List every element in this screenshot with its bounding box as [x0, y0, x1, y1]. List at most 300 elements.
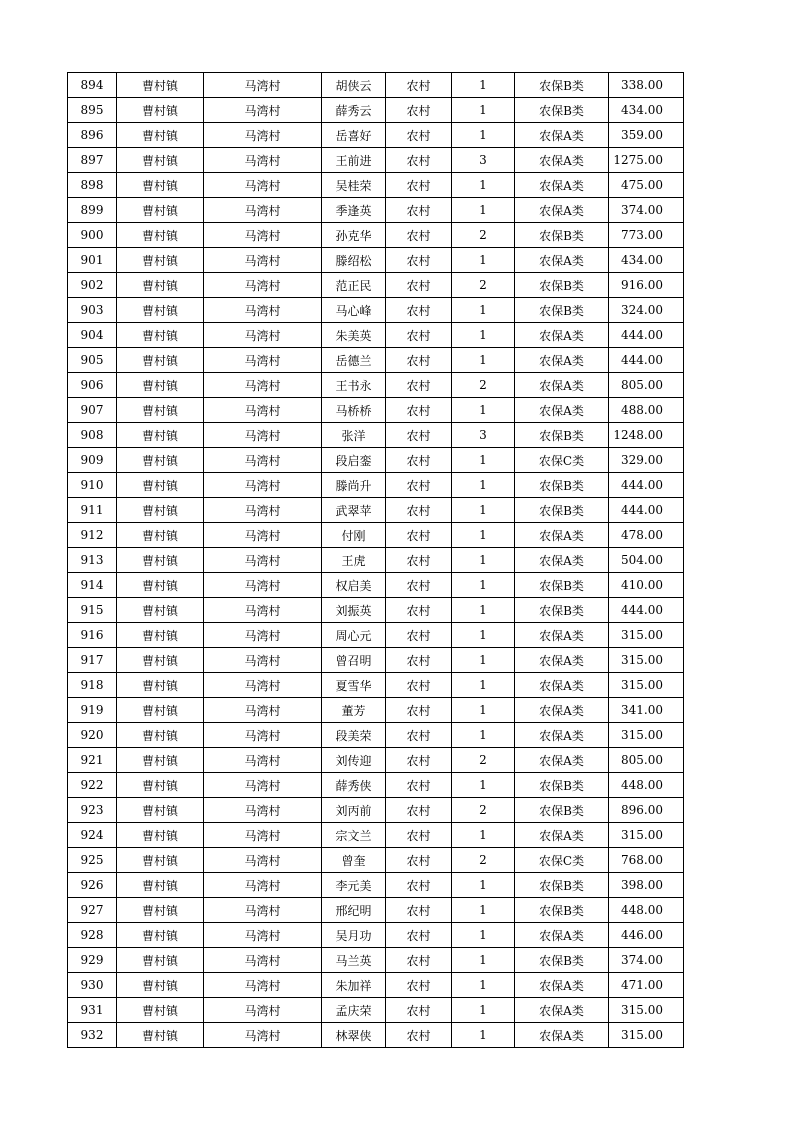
- person-name-cell: 武翠苹: [322, 498, 386, 523]
- amount-cell: 315.00: [609, 823, 684, 848]
- table-row: [68, 423, 684, 448]
- village-cell: 马湾村: [204, 223, 322, 248]
- town-cell: 曹村镇: [117, 173, 204, 198]
- row-number-cell: 928: [68, 923, 117, 948]
- person-name-cell: 吴桂荣: [322, 173, 386, 198]
- person-name-cell: 孙克华: [322, 223, 386, 248]
- row-number-cell: 909: [68, 448, 117, 473]
- household-type-cell: 农村: [386, 273, 452, 298]
- town-cell: 曹村镇: [117, 398, 204, 423]
- amount-cell: 475.00: [609, 173, 684, 198]
- table-row: [68, 148, 684, 173]
- row-number-cell: 908: [68, 423, 117, 448]
- table-row: [68, 398, 684, 423]
- village-cell: 马湾村: [204, 248, 322, 273]
- household-type-cell: 农村: [386, 398, 452, 423]
- amount-cell: 315.00: [609, 998, 684, 1023]
- amount-cell: 448.00: [609, 773, 684, 798]
- household-type-cell: 农村: [386, 723, 452, 748]
- amount-cell: 341.00: [609, 698, 684, 723]
- row-number-cell: 931: [68, 998, 117, 1023]
- person-name-cell: 付刚: [322, 523, 386, 548]
- household-type-cell: 农村: [386, 548, 452, 573]
- village-cell: 马湾村: [204, 773, 322, 798]
- household-type-cell: 农村: [386, 248, 452, 273]
- amount-cell: 805.00: [609, 748, 684, 773]
- amount-cell: 315.00: [609, 648, 684, 673]
- amount-cell: 444.00: [609, 498, 684, 523]
- amount-cell: 315.00: [609, 723, 684, 748]
- town-cell: 曹村镇: [117, 1023, 204, 1048]
- town-cell: 曹村镇: [117, 273, 204, 298]
- row-number-cell: 927: [68, 898, 117, 923]
- person-count-cell: 1: [452, 998, 515, 1023]
- category-cell: 农保A类: [515, 123, 609, 148]
- village-cell: 马湾村: [204, 623, 322, 648]
- category-cell: 农保A类: [515, 323, 609, 348]
- table-row: [68, 748, 684, 773]
- household-type-cell: 农村: [386, 848, 452, 873]
- table-row: [68, 248, 684, 273]
- table-row: [68, 498, 684, 523]
- table-row: [68, 673, 684, 698]
- village-cell: 马湾村: [204, 398, 322, 423]
- person-name-cell: 刘振英: [322, 598, 386, 623]
- person-count-cell: 1: [452, 723, 515, 748]
- category-cell: 农保C类: [515, 848, 609, 873]
- category-cell: 农保A类: [515, 973, 609, 998]
- category-cell: 农保A类: [515, 673, 609, 698]
- person-count-cell: 1: [452, 523, 515, 548]
- amount-cell: 398.00: [609, 873, 684, 898]
- household-type-cell: 农村: [386, 498, 452, 523]
- person-count-cell: 1: [452, 173, 515, 198]
- person-name-cell: 李元美: [322, 873, 386, 898]
- table-row: [68, 798, 684, 823]
- row-number-cell: 922: [68, 773, 117, 798]
- table-row: [68, 1023, 684, 1048]
- amount-cell: 504.00: [609, 548, 684, 573]
- amount-cell: 1275.00: [609, 148, 684, 173]
- household-type-cell: 农村: [386, 173, 452, 198]
- person-count-cell: 2: [452, 273, 515, 298]
- person-count-cell: 3: [452, 423, 515, 448]
- town-cell: 曹村镇: [117, 123, 204, 148]
- village-cell: 马湾村: [204, 323, 322, 348]
- category-cell: 农保B类: [515, 498, 609, 523]
- person-name-cell: 马兰英: [322, 948, 386, 973]
- household-type-cell: 农村: [386, 448, 452, 473]
- town-cell: 曹村镇: [117, 448, 204, 473]
- person-count-cell: 1: [452, 673, 515, 698]
- category-cell: 农保A类: [515, 648, 609, 673]
- amount-cell: 374.00: [609, 198, 684, 223]
- row-number-cell: 896: [68, 123, 117, 148]
- amount-cell: 444.00: [609, 323, 684, 348]
- person-count-cell: 1: [452, 573, 515, 598]
- household-type-cell: 农村: [386, 698, 452, 723]
- person-count-cell: 1: [452, 298, 515, 323]
- person-count-cell: 1: [452, 548, 515, 573]
- village-cell: 马湾村: [204, 298, 322, 323]
- village-cell: 马湾村: [204, 723, 322, 748]
- person-count-cell: 1: [452, 598, 515, 623]
- household-type-cell: 农村: [386, 923, 452, 948]
- category-cell: 农保A类: [515, 723, 609, 748]
- category-cell: 农保B类: [515, 98, 609, 123]
- table-row: [68, 523, 684, 548]
- amount-cell: 444.00: [609, 473, 684, 498]
- village-cell: 马湾村: [204, 498, 322, 523]
- amount-cell: 315.00: [609, 623, 684, 648]
- person-name-cell: 宗文兰: [322, 823, 386, 848]
- village-cell: 马湾村: [204, 848, 322, 873]
- category-cell: 农保B类: [515, 298, 609, 323]
- person-count-cell: 1: [452, 248, 515, 273]
- household-type-cell: 农村: [386, 73, 452, 98]
- household-type-cell: 农村: [386, 773, 452, 798]
- category-cell: 农保B类: [515, 598, 609, 623]
- row-number-cell: 895: [68, 98, 117, 123]
- town-cell: 曹村镇: [117, 973, 204, 998]
- person-count-cell: 1: [452, 623, 515, 648]
- household-type-cell: 农村: [386, 323, 452, 348]
- village-cell: 马湾村: [204, 548, 322, 573]
- amount-cell: 444.00: [609, 348, 684, 373]
- amount-cell: 324.00: [609, 298, 684, 323]
- town-cell: 曹村镇: [117, 898, 204, 923]
- person-count-cell: 1: [452, 823, 515, 848]
- town-cell: 曹村镇: [117, 198, 204, 223]
- person-name-cell: 季逢英: [322, 198, 386, 223]
- table-row: [68, 98, 684, 123]
- category-cell: 农保A类: [515, 823, 609, 848]
- amount-cell: 434.00: [609, 98, 684, 123]
- town-cell: 曹村镇: [117, 473, 204, 498]
- table-row: [68, 973, 684, 998]
- category-cell: 农保A类: [515, 148, 609, 173]
- amount-cell: 329.00: [609, 448, 684, 473]
- person-name-cell: 岳德兰: [322, 348, 386, 373]
- person-count-cell: 1: [452, 73, 515, 98]
- table-row: [68, 623, 684, 648]
- village-cell: 马湾村: [204, 123, 322, 148]
- row-number-cell: 910: [68, 473, 117, 498]
- person-name-cell: 周心元: [322, 623, 386, 648]
- row-number-cell: 923: [68, 798, 117, 823]
- row-number-cell: 902: [68, 273, 117, 298]
- household-type-cell: 农村: [386, 573, 452, 598]
- person-name-cell: 滕绍松: [322, 248, 386, 273]
- household-type-cell: 农村: [386, 998, 452, 1023]
- amount-cell: 488.00: [609, 398, 684, 423]
- town-cell: 曹村镇: [117, 423, 204, 448]
- category-cell: 农保A类: [515, 373, 609, 398]
- village-cell: 马湾村: [204, 948, 322, 973]
- person-count-cell: 2: [452, 373, 515, 398]
- person-name-cell: 范正民: [322, 273, 386, 298]
- row-number-cell: 916: [68, 623, 117, 648]
- row-number-cell: 903: [68, 298, 117, 323]
- village-cell: 马湾村: [204, 148, 322, 173]
- person-name-cell: 王前进: [322, 148, 386, 173]
- table-row: [68, 823, 684, 848]
- household-type-cell: 农村: [386, 798, 452, 823]
- person-count-cell: 1: [452, 873, 515, 898]
- table-row: [68, 273, 684, 298]
- amount-cell: 410.00: [609, 573, 684, 598]
- category-cell: 农保A类: [515, 348, 609, 373]
- town-cell: 曹村镇: [117, 698, 204, 723]
- village-cell: 马湾村: [204, 423, 322, 448]
- row-number-cell: 907: [68, 398, 117, 423]
- amount-cell: 773.00: [609, 223, 684, 248]
- town-cell: 曹村镇: [117, 623, 204, 648]
- table-body: [68, 73, 684, 1048]
- village-cell: 马湾村: [204, 523, 322, 548]
- person-count-cell: 3: [452, 148, 515, 173]
- household-type-cell: 农村: [386, 948, 452, 973]
- town-cell: 曹村镇: [117, 823, 204, 848]
- category-cell: 农保A类: [515, 1023, 609, 1048]
- row-number-cell: 930: [68, 973, 117, 998]
- person-name-cell: 董芳: [322, 698, 386, 723]
- category-cell: 农保B类: [515, 948, 609, 973]
- village-cell: 马湾村: [204, 748, 322, 773]
- amount-cell: 448.00: [609, 898, 684, 923]
- person-name-cell: 薛秀云: [322, 98, 386, 123]
- person-name-cell: 孟庆荣: [322, 998, 386, 1023]
- person-count-cell: 1: [452, 898, 515, 923]
- table-row: [68, 598, 684, 623]
- row-number-cell: 897: [68, 148, 117, 173]
- person-count-cell: 2: [452, 748, 515, 773]
- table-row: [68, 848, 684, 873]
- village-cell: 马湾村: [204, 98, 322, 123]
- amount-cell: 444.00: [609, 598, 684, 623]
- person-name-cell: 吴月功: [322, 923, 386, 948]
- village-cell: 马湾村: [204, 473, 322, 498]
- table-row: [68, 298, 684, 323]
- town-cell: 曹村镇: [117, 523, 204, 548]
- table-row: [68, 898, 684, 923]
- household-type-cell: 农村: [386, 898, 452, 923]
- table-row: [68, 773, 684, 798]
- village-cell: 马湾村: [204, 348, 322, 373]
- row-number-cell: 899: [68, 198, 117, 223]
- person-count-cell: 1: [452, 473, 515, 498]
- village-cell: 马湾村: [204, 798, 322, 823]
- household-type-cell: 农村: [386, 373, 452, 398]
- village-cell: 马湾村: [204, 598, 322, 623]
- town-cell: 曹村镇: [117, 798, 204, 823]
- amount-cell: 359.00: [609, 123, 684, 148]
- row-number-cell: 925: [68, 848, 117, 873]
- household-type-cell: 农村: [386, 473, 452, 498]
- category-cell: 农保B类: [515, 798, 609, 823]
- person-count-cell: 1: [452, 398, 515, 423]
- household-type-cell: 农村: [386, 198, 452, 223]
- amount-cell: 896.00: [609, 798, 684, 823]
- person-count-cell: 2: [452, 223, 515, 248]
- household-type-cell: 农村: [386, 598, 452, 623]
- category-cell: 农保A类: [515, 198, 609, 223]
- row-number-cell: 919: [68, 698, 117, 723]
- category-cell: 农保B类: [515, 873, 609, 898]
- town-cell: 曹村镇: [117, 673, 204, 698]
- person-name-cell: 刘丙前: [322, 798, 386, 823]
- person-count-cell: 1: [452, 923, 515, 948]
- amount-cell: 471.00: [609, 973, 684, 998]
- amount-cell: 338.00: [609, 73, 684, 98]
- table-row: [68, 723, 684, 748]
- person-name-cell: 张洋: [322, 423, 386, 448]
- household-type-cell: 农村: [386, 673, 452, 698]
- person-count-cell: 1: [452, 323, 515, 348]
- table-row: [68, 223, 684, 248]
- household-type-cell: 农村: [386, 523, 452, 548]
- town-cell: 曹村镇: [117, 648, 204, 673]
- table-row: [68, 323, 684, 348]
- row-number-cell: 911: [68, 498, 117, 523]
- category-cell: 农保A类: [515, 548, 609, 573]
- person-name-cell: 朱美英: [322, 323, 386, 348]
- table-row: [68, 473, 684, 498]
- town-cell: 曹村镇: [117, 873, 204, 898]
- household-type-cell: 农村: [386, 748, 452, 773]
- household-type-cell: 农村: [386, 123, 452, 148]
- household-type-cell: 农村: [386, 823, 452, 848]
- category-cell: 农保A类: [515, 923, 609, 948]
- person-name-cell: 滕尚升: [322, 473, 386, 498]
- row-number-cell: 918: [68, 673, 117, 698]
- person-name-cell: 胡侠云: [322, 73, 386, 98]
- town-cell: 曹村镇: [117, 723, 204, 748]
- person-name-cell: 邢纪明: [322, 898, 386, 923]
- table-row: [68, 173, 684, 198]
- row-number-cell: 901: [68, 248, 117, 273]
- village-cell: 马湾村: [204, 448, 322, 473]
- village-cell: 马湾村: [204, 873, 322, 898]
- category-cell: 农保B类: [515, 773, 609, 798]
- household-type-cell: 农村: [386, 1023, 452, 1048]
- row-number-cell: 898: [68, 173, 117, 198]
- person-name-cell: 段美荣: [322, 723, 386, 748]
- town-cell: 曹村镇: [117, 598, 204, 623]
- table-row: [68, 348, 684, 373]
- person-name-cell: 段启銮: [322, 448, 386, 473]
- town-cell: 曹村镇: [117, 998, 204, 1023]
- village-cell: 马湾村: [204, 998, 322, 1023]
- amount-cell: 478.00: [609, 523, 684, 548]
- category-cell: 农保B类: [515, 898, 609, 923]
- town-cell: 曹村镇: [117, 373, 204, 398]
- row-number-cell: 913: [68, 548, 117, 573]
- amount-cell: 1248.00: [609, 423, 684, 448]
- village-cell: 马湾村: [204, 648, 322, 673]
- person-name-cell: 王书永: [322, 373, 386, 398]
- person-count-cell: 1: [452, 1023, 515, 1048]
- person-name-cell: 朱加祥: [322, 973, 386, 998]
- household-type-cell: 农村: [386, 98, 452, 123]
- person-name-cell: 岳喜好: [322, 123, 386, 148]
- person-name-cell: 马心峰: [322, 298, 386, 323]
- category-cell: 农保A类: [515, 398, 609, 423]
- category-cell: 农保B类: [515, 423, 609, 448]
- row-number-cell: 917: [68, 648, 117, 673]
- row-number-cell: 915: [68, 598, 117, 623]
- town-cell: 曹村镇: [117, 923, 204, 948]
- amount-cell: 916.00: [609, 273, 684, 298]
- household-type-cell: 农村: [386, 423, 452, 448]
- amount-cell: 315.00: [609, 1023, 684, 1048]
- person-count-cell: 1: [452, 498, 515, 523]
- town-cell: 曹村镇: [117, 848, 204, 873]
- row-number-cell: 904: [68, 323, 117, 348]
- person-count-cell: 1: [452, 123, 515, 148]
- person-name-cell: 王虎: [322, 548, 386, 573]
- row-number-cell: 906: [68, 373, 117, 398]
- person-count-cell: 1: [452, 348, 515, 373]
- table-row: [68, 373, 684, 398]
- town-cell: 曹村镇: [117, 773, 204, 798]
- row-number-cell: 920: [68, 723, 117, 748]
- household-type-cell: 农村: [386, 973, 452, 998]
- category-cell: 农保B类: [515, 73, 609, 98]
- amount-cell: 805.00: [609, 373, 684, 398]
- town-cell: 曹村镇: [117, 323, 204, 348]
- category-cell: 农保B类: [515, 223, 609, 248]
- person-count-cell: 1: [452, 948, 515, 973]
- row-number-cell: 929: [68, 948, 117, 973]
- row-number-cell: 912: [68, 523, 117, 548]
- table-row: [68, 948, 684, 973]
- village-cell: 马湾村: [204, 898, 322, 923]
- category-cell: 农保B类: [515, 473, 609, 498]
- town-cell: 曹村镇: [117, 498, 204, 523]
- table-row: [68, 548, 684, 573]
- category-cell: 农保B类: [515, 573, 609, 598]
- village-cell: 马湾村: [204, 823, 322, 848]
- village-cell: 马湾村: [204, 698, 322, 723]
- table-row: [68, 198, 684, 223]
- row-number-cell: 894: [68, 73, 117, 98]
- row-number-cell: 900: [68, 223, 117, 248]
- table-row: [68, 698, 684, 723]
- person-name-cell: 薛秀侠: [322, 773, 386, 798]
- row-number-cell: 914: [68, 573, 117, 598]
- town-cell: 曹村镇: [117, 148, 204, 173]
- village-cell: 马湾村: [204, 673, 322, 698]
- household-type-cell: 农村: [386, 298, 452, 323]
- town-cell: 曹村镇: [117, 248, 204, 273]
- table-row: [68, 573, 684, 598]
- table-row: [68, 73, 684, 98]
- person-name-cell: 曾召明: [322, 648, 386, 673]
- village-cell: 马湾村: [204, 923, 322, 948]
- person-count-cell: 1: [452, 98, 515, 123]
- category-cell: 农保A类: [515, 248, 609, 273]
- person-count-cell: 2: [452, 798, 515, 823]
- amount-cell: 446.00: [609, 923, 684, 948]
- person-name-cell: 权启美: [322, 573, 386, 598]
- village-cell: 马湾村: [204, 973, 322, 998]
- person-count-cell: 1: [452, 698, 515, 723]
- category-cell: 农保A类: [515, 623, 609, 648]
- village-cell: 马湾村: [204, 273, 322, 298]
- town-cell: 曹村镇: [117, 748, 204, 773]
- town-cell: 曹村镇: [117, 948, 204, 973]
